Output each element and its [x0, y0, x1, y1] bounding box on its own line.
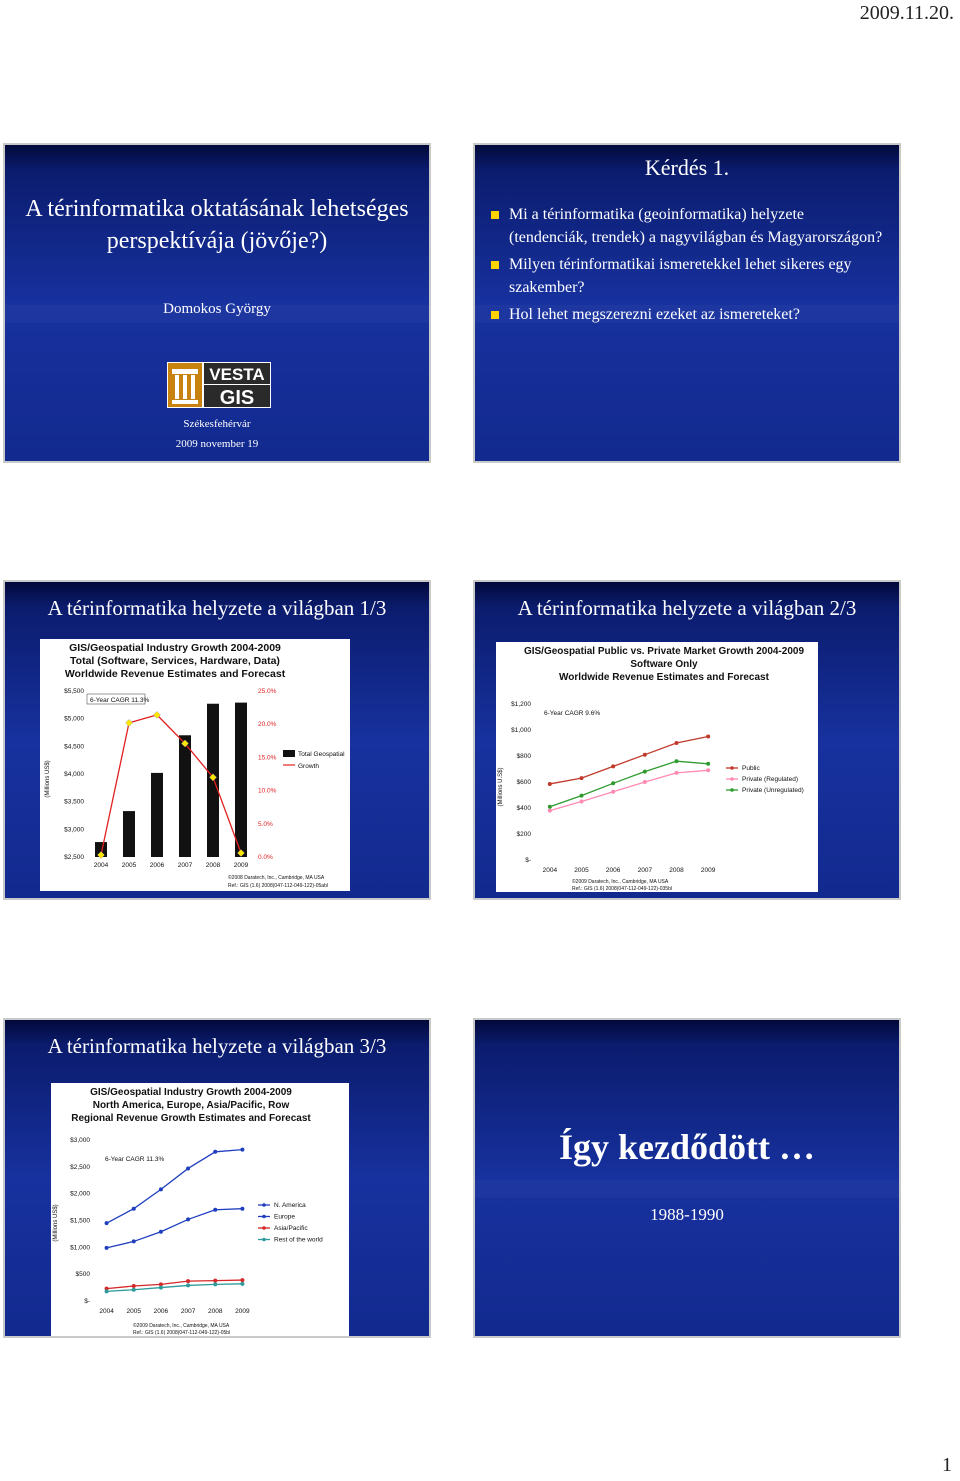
chart-title-line: North America, Europe, Asia/Pacific, Row [92, 1100, 290, 1111]
chart-title-line: Regional Revenue Growth Estimates and Forecast [71, 1113, 311, 1124]
y-tick-label: $2,000 [70, 1190, 90, 1198]
legend-label: Private (Regulated) [742, 776, 798, 783]
y-tick-label: $800 [516, 753, 531, 760]
x-tick-label: 2004 [542, 867, 558, 874]
x-tick-label: 2004 [93, 862, 109, 869]
series-point [132, 1288, 136, 1292]
years-label: 1988-1990 [650, 1205, 724, 1224]
series-point [675, 741, 679, 745]
legend-label: Rest of the world [274, 1236, 323, 1244]
y2-tick-label: 0.0% [258, 854, 273, 861]
bar [235, 703, 247, 857]
y-axis-label: (Millions U.S$) [498, 767, 504, 807]
slide-heading: A térinformatika helyzete a világban 3/3 [47, 1034, 387, 1058]
y-tick-label: $4,000 [64, 771, 84, 778]
series-point [186, 1166, 190, 1170]
series-point [132, 1207, 136, 1211]
cagr-annotation: 6-Year CAGR 11.3% [90, 697, 150, 704]
logo-gis-text: GIS [219, 387, 255, 408]
y-tick-label: $3,000 [64, 826, 84, 834]
series-point [548, 805, 552, 809]
x-tick-label: 2006 [149, 862, 165, 869]
y-tick-label: $5,000 [64, 715, 84, 723]
y-tick-label: $3,000 [70, 1137, 90, 1144]
slide-world-1 [3, 580, 431, 900]
chart-title-line: Worldwide Revenue Estimates and Forecast [559, 672, 769, 683]
series-point [643, 770, 647, 774]
legend-label: Europe [274, 1213, 295, 1221]
series-point [159, 1286, 163, 1290]
chart-regional-growth [51, 1083, 349, 1337]
bar [179, 735, 191, 857]
chart-title-line: Worldwide Revenue Estimates and Forecast [64, 668, 286, 680]
legend-marker [730, 766, 734, 770]
legend-growth: Growth [298, 763, 319, 770]
growth-point [125, 719, 132, 726]
series-point [643, 780, 647, 784]
x-tick-label: 2006 [153, 1308, 169, 1315]
series-line [107, 1284, 243, 1292]
x-tick-label: 2005 [121, 862, 137, 869]
chart-title-line: GIS/Geospatial Industry Growth 2004-2009 [90, 1087, 292, 1098]
series-point [213, 1282, 217, 1286]
bullet-icon [491, 261, 499, 269]
x-tick-label: 2008 [205, 862, 221, 869]
series-point [675, 759, 679, 763]
bar [151, 773, 163, 857]
chart-title-line: Software Only [630, 659, 698, 670]
legend-marker [262, 1238, 266, 1242]
chart-3-svg [51, 1083, 349, 1337]
chart-public-private [496, 642, 818, 892]
series-point [132, 1284, 136, 1288]
legend-label: Asia/Pacific [274, 1225, 308, 1232]
chart-footer: ©2009 Daratech, Inc., Cambridge, MA USA [572, 879, 669, 885]
x-tick-label: 2009 [235, 1308, 250, 1315]
legend-marker [730, 777, 734, 781]
x-tick-label: 2009 [700, 867, 716, 874]
chart-footer: Ref.: GIS (1.6) 2008(047-112-049-122)-05abl [228, 883, 328, 889]
series-point [213, 1279, 217, 1283]
series-line [107, 1209, 243, 1248]
logo-vesta-text: VESTA [209, 365, 265, 384]
legend-marker [262, 1215, 266, 1219]
slide-beginning [473, 1018, 901, 1338]
series-point [213, 1208, 217, 1212]
page-number: 1 [942, 1454, 952, 1476]
question-title: Kérdés 1. [644, 155, 730, 180]
y-axis-label: (Millions US$) [53, 1204, 59, 1242]
series-point [213, 1150, 217, 1154]
series-point [186, 1217, 190, 1221]
y-tick-label: $600 [516, 779, 531, 786]
y-tick-label: $1,000 [70, 1244, 90, 1252]
y-tick-label: $4,500 [64, 743, 84, 751]
series-point [706, 762, 710, 766]
legend-total: Total Geospatial [298, 751, 345, 758]
y2-tick-label: 20.0% [258, 721, 277, 729]
series-point [580, 794, 584, 798]
question-item: Mi a térinformatika (geoinformatika) helyzete (tendenciák, trendek) a nagyvilágban és Magyarországon? [489, 203, 885, 249]
y-tick-label: $400 [516, 805, 531, 812]
presentation-title: A térinformatika oktatásának lehetséges perspektívája (jövője?) [25, 196, 409, 254]
series-point [580, 776, 584, 780]
legend-marker [730, 788, 734, 792]
beginning-title: Így kezdődött … [558, 1127, 815, 1167]
y-tick-label: $200 [516, 831, 531, 838]
slide-heading: A térinformatika helyzete a világban 1/3 [47, 596, 387, 620]
y2-tick-label: 15.0% [258, 754, 277, 762]
city-label: Székesfehérvár [183, 418, 251, 430]
y-tick-label: $1,200 [511, 701, 531, 708]
question-item: Milyen térinformatikai ismeretekkel lehet sikeres egy szakember? [489, 253, 885, 299]
series-point [159, 1230, 163, 1234]
x-tick-label: 2004 [99, 1308, 114, 1315]
chart-1-svg [40, 639, 350, 891]
y-tick-label: $2,500 [70, 1163, 90, 1171]
x-tick-label: 2005 [126, 1308, 141, 1315]
bullet-icon [491, 211, 499, 219]
legend-label: Private (Unregulated) [742, 787, 804, 794]
series-point [548, 782, 552, 786]
question-list [489, 203, 885, 330]
series-point [132, 1239, 136, 1243]
y-tick-label: $2,500 [64, 854, 84, 861]
x-tick-label: 2007 [637, 867, 653, 874]
y-tick-label: $- [525, 857, 531, 864]
author-name: Domokos György [163, 301, 271, 317]
chart-footer: ©2008 Daratech, Inc., Cambridge, MA USA [228, 875, 325, 881]
series-point [706, 735, 710, 739]
series-point [240, 1148, 244, 1152]
chart-title-line: GIS/Geospatial Public vs. Private Market Growth 2004-2009 [523, 646, 805, 657]
series-point [186, 1279, 190, 1283]
series-point [611, 790, 615, 794]
bullet-icon [491, 311, 499, 319]
series-point [611, 781, 615, 785]
chart-total-growth [40, 639, 350, 891]
chart-footer: Ref.: GIS (1.6) 2008(047-112-049-122)-05bl [133, 1330, 231, 1336]
y-tick-label: $500 [75, 1271, 90, 1279]
x-tick-label: 2007 [180, 1308, 196, 1315]
x-tick-label: 2009 [233, 862, 249, 869]
y-tick-label: $- [84, 1298, 90, 1305]
legend-marker [262, 1226, 266, 1230]
slide-question [473, 143, 901, 463]
y2-tick-label: 10.0% [258, 787, 277, 795]
series-point [675, 771, 679, 775]
slide-world-2 [473, 580, 901, 900]
page-date: 2009.11.20. [859, 2, 954, 24]
question-item: Hol lehet megszerezni ezeket az ismereteket? [489, 303, 885, 326]
chart-footer: Ref.: GIS (1.6) 2008(047-112-049-122)-035bl [572, 886, 672, 892]
series-point [643, 753, 647, 757]
cagr-annotation: 6-Year CAGR 9.6% [544, 710, 601, 717]
x-tick-label: 2007 [177, 862, 193, 869]
slide-title [3, 143, 431, 463]
series-point [240, 1282, 244, 1286]
series-point [240, 1278, 244, 1282]
series-line [550, 770, 708, 810]
y-tick-label: $5,500 [64, 688, 84, 695]
series-point [548, 809, 552, 813]
series-point [240, 1207, 244, 1211]
legend-label: N. America [274, 1202, 306, 1209]
series-point [611, 764, 615, 768]
bar [123, 811, 135, 857]
chart-footer: ©2009 Daratech, Inc., Cambridge, MA USA [133, 1323, 230, 1329]
chart-2-svg [496, 642, 818, 892]
series-point [105, 1289, 109, 1293]
x-tick-label: 2008 [669, 867, 684, 874]
x-tick-label: 2008 [208, 1308, 223, 1315]
legend-marker [262, 1203, 266, 1207]
x-tick-label: 2006 [605, 867, 621, 874]
series-point [186, 1283, 190, 1287]
growth-line [101, 715, 241, 855]
y2-tick-label: 5.0% [258, 820, 273, 828]
vesta-gis-logo [167, 362, 271, 408]
legend-label: Public [742, 765, 760, 772]
chart-title-line: Total (Software, Services, Hardware, Data) [70, 655, 280, 667]
series-point [105, 1246, 109, 1250]
slide-heading: A térinformatika helyzete a világban 2/3 [517, 596, 857, 620]
cagr-annotation: 6-Year CAGR 11.3% [105, 1156, 165, 1163]
series-point [159, 1187, 163, 1191]
chart-title-line: GIS/Geospatial Industry Growth 2004-2009 [69, 642, 281, 654]
series-point [706, 768, 710, 772]
series-line [550, 761, 708, 807]
y-tick-label: $1,000 [511, 727, 531, 734]
series-point [105, 1221, 109, 1225]
series-point [580, 800, 584, 804]
slide-world-3 [3, 1018, 431, 1338]
y-tick-label: $1,500 [70, 1217, 90, 1225]
y-axis-label: (Millions US$) [45, 760, 51, 798]
y2-tick-label: 25.0% [258, 688, 277, 695]
x-tick-label: 2005 [574, 867, 589, 874]
presentation-date: 2009 november 19 [175, 438, 259, 450]
y-tick-label: $3,500 [64, 798, 84, 806]
